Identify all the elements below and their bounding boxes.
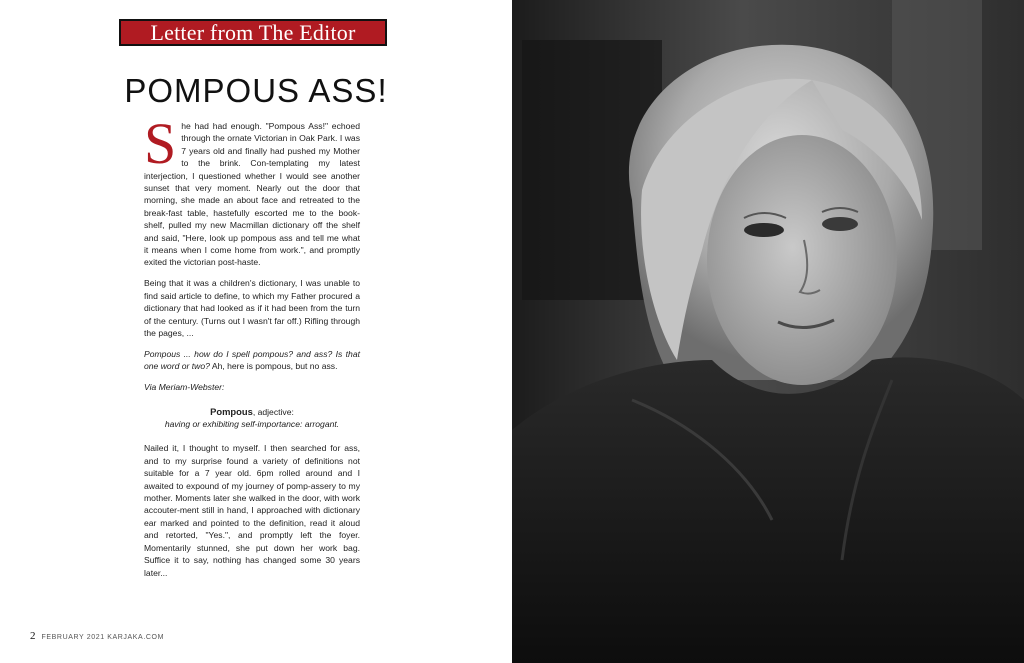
definition-block [144,406,360,431]
article-headline: POMPOUS ASS! [124,72,388,109]
definition-word: Pompous [210,405,253,417]
paragraph-3-regular: Ah, here is pompous, but no ass. [209,361,338,372]
article-body [144,111,360,587]
definition-pos: , adjective: [252,406,294,417]
page-number: 2 [30,630,36,642]
paragraph-2: Being that it was a children's dictionary, I was unable to find said article to define, to which my Father procured a dictionary that had looked as if it had been from the turn of the century. (Turns out I wasn't far off.) Rifling through the pages, ... [144,278,360,338]
paragraph-4: Nailed it, I thought to myself. I then searched for ass, and to my surprise found a variety of definitions not suitable for a 7 year old. 6pm rolled around and I awaited to expound of my journey of pomp-assery to my mother. Moments later she walked in the door, with work accouter-ment still in hand, I approached with dictionary ear marked and pointed to the definition, read it aloud and retorted, "Yes.", and promptly left the foyer. Momentarily stunned, she put down her work bag. Suffice it to say, nothing has changed some 30 years later... [144,443,360,578]
section-banner [119,19,387,46]
portrait-illustration [512,0,1024,663]
section-banner-title: Letter from The Editor [150,19,356,45]
definition-source: Via Meriam-Webster: [144,382,225,393]
definition-heading [144,406,360,418]
paragraph-3 [144,348,360,373]
paragraph-1 [144,111,360,269]
drop-cap: S [144,111,177,176]
paragraph-3-italic: Pompous ... how do I spell pompous? and ass? Is that one word or two? [144,348,360,372]
portrait-photo [512,0,1024,663]
definition-text: having or exhibiting self-importance: arrogant. [164,419,340,430]
footer-text: FEBRUARY 2021 KARJAKA.COM [41,634,165,641]
paragraph-1-text: he had had enough. "Pompous Ass!" echoed through the ornate Victorian in Oak Park. I was 7 years old and finally had pushed my Mother to the brink. Con-templating my latest interjection, I questioned whether I would see another sunset that very moment. Nearly out the door that morning, she made an about face and retreated to the break-fast table, hastefully escorted me to the book-shelf, pulled my new Macmillan dictionary off the shelf and said, "Here, look up pompous ass and tell me what it means when I come home from work.", and promptly exited the victorian post-haste. [144,121,360,268]
page-footer [30,630,164,642]
